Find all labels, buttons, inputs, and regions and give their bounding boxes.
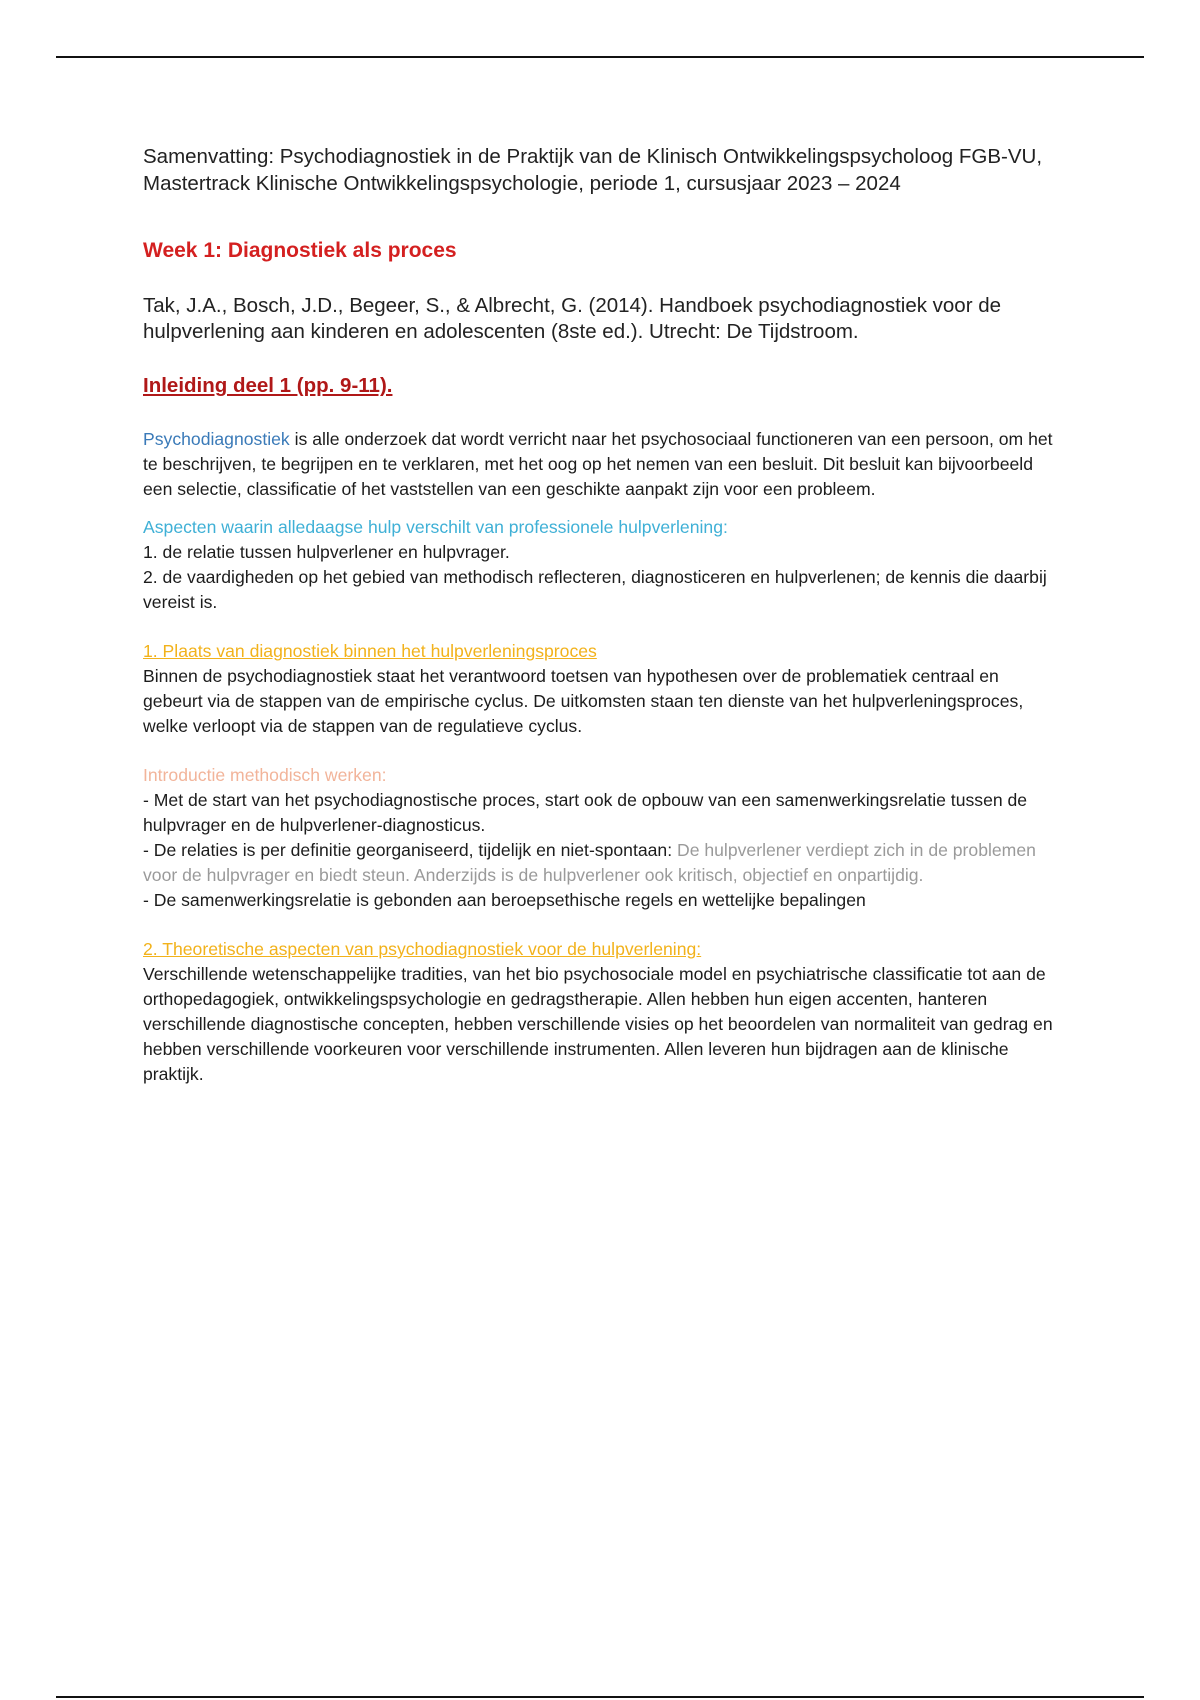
plaats-heading: 1. Plaats van diagnostiek binnen het hulpverleningsproces — [143, 641, 597, 661]
introductie-item-2-note: De hulpverlener verdiept zich in de problemen voor de hulpvrager en biedt steun. Anderzijds is de hulpverlener ook kritisch, objectief en onpartijdig. — [143, 840, 1036, 885]
top-rule — [56, 56, 1144, 58]
plaats-block — [143, 639, 1063, 739]
plaats-paragraph: Binnen de psychodiagnostiek staat het verantwoord toetsen van hypothesen over de problematiek centraal en gebeurt via de stappen van de empirische cyclus. De uitkomsten staan ten dienste van het hulpverleningsproces, welke verloopt via de stappen van de regulatieve cyclus. — [143, 666, 1024, 736]
document-page — [143, 143, 1063, 1087]
aspecten-heading: Aspecten waarin alledaagse hulp verschilt van professionele hulpverlening: — [143, 517, 728, 537]
reference-citation: Tak, J.A., Bosch, J.D., Begeer, S., & Albrecht, G. (2014). Handboek psychodiagnostiek voor de hulpverlening aan kinderen en adolescenten (8ste ed.). Utrecht: De Tijdstroom. — [143, 294, 1002, 343]
theoretisch-heading: 2. Theoretische aspecten van psychodiagnostiek voor de hulpverlening: — [143, 939, 702, 959]
theoretisch-paragraph: Verschillende wetenschappelijke tradities, van het bio psychosociale model en psychiatrische classificatie tot aan de orthopedagogiek, ontwikkelingspsychologie en gedragstherapie. Allen hebben hun eigen accenten, hanteren verschillende diagnostische concepten, hebben verschillende visies op het beoordelen van normaliteit van gedrag en hebben verschillende voorkeuren voor verschillende instrumenten. Allen leveren hun bijdragen aan de klinische praktijk. — [143, 964, 1053, 1084]
section-heading-inleiding: Inleiding deel 1 (pp. 9-11). — [143, 374, 393, 397]
psychodiagnostiek-term: Psychodiagnostiek — [143, 429, 290, 449]
introductie-item-3: - De samenwerkingsrelatie is gebonden aan beroepsethische regels en wettelijke bepalingen — [143, 890, 866, 910]
psychodiagnostiek-paragraph — [143, 427, 1063, 502]
introductie-block — [143, 763, 1063, 913]
theoretisch-block — [143, 937, 1063, 1087]
introductie-item-2 — [143, 838, 1063, 888]
introductie-item-2-main: - De relaties is per definitie georganiseerd, tijdelijk en niet-spontaan: — [143, 840, 677, 860]
aspecten-item-1: 1. de relatie tussen hulpverlener en hulpvrager. — [143, 542, 510, 562]
aspecten-item-2: 2. de vaardigheden op het gebied van methodisch reflecteren, diagnosticeren en hulpverlenen; de kennis die daarbij vereist is. — [143, 567, 1047, 612]
document-title: Samenvatting: Psychodiagnostiek in de Praktijk van de Klinisch Ontwikkelingspsycholoog FGB-VU, Mastertrack Klinische Ontwikkelingspsychologie, periode 1, cursusjaar 2023 – 2024 — [143, 145, 1043, 195]
psychodiagnostiek-definition: is alle onderzoek dat wordt verricht naar het psychosociaal functioneren van een persoon, om het te beschrijven, te begrijpen en te verklaren, met het oog op het nemen van een besluit. Dit besluit kan bijvoorbeeld een selectie, classificatie of het vaststellen van een geschikte aanpakt zijn voor een probleem. — [143, 429, 1053, 499]
introductie-item-1: - Met de start van het psychodiagnostische proces, start ook de opbouw van een samenwerkingsrelatie tussen de hulpvrager en de hulpverlener-diagnosticus. — [143, 790, 1028, 835]
aspecten-block — [143, 515, 1063, 615]
bottom-rule — [56, 1696, 1144, 1698]
introductie-heading: Introductie methodisch werken: — [143, 765, 387, 785]
week-heading: Week 1: Diagnostiek als proces — [143, 239, 457, 262]
